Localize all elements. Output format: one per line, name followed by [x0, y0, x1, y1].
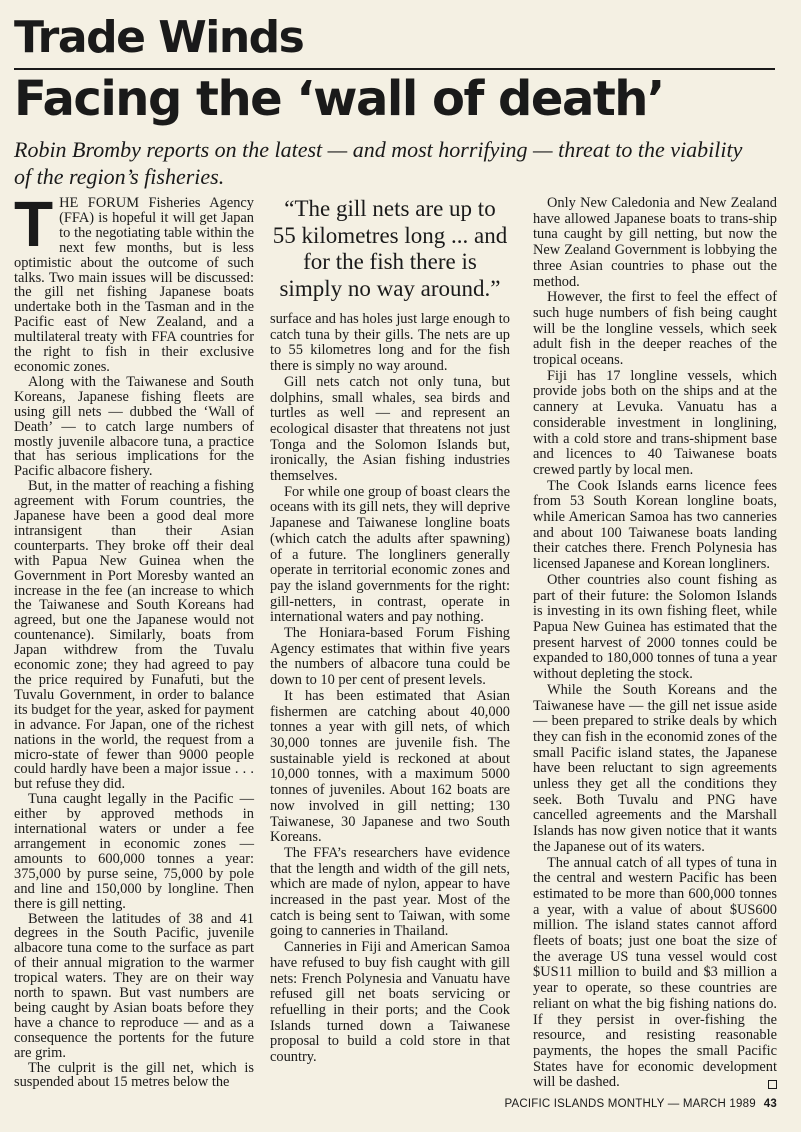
column-3 — [533, 196, 777, 1091]
end-mark-icon — [768, 1080, 777, 1089]
paragraph-text: HE FORUM Fisheries Agency (FFA) is hopeful it will get Japan to the negotiating table within the next few months, but is less optimistic about the outcome of such talks. Two main issues will be discussed: the gill net fishing Japanese boats undertake both in the Tasman and in the Pacific east of New Zealand, and a multilateral treaty with FFA countries for the right to fish in their exclusive economic zones. — [14, 195, 254, 375]
paragraph: Only New Caledonia and New Zealand have allowed Japanese boats to trans-ship tuna caught by gill netting, but now the New Zealand Government is lobbying the three Asian countries to phase out the method. — [533, 195, 777, 290]
pull-quote: “The gill nets are up to 55 kilometres long ... and for the fish there is simply no way around.” — [272, 196, 508, 301]
paragraph: The Cook Islands earns licence fees from 53 South Korean longline boats, while American Samoa has two canneries and about 100 Taiwanese boats landing their catches there. French Polynesia has licensed Japanese and Korean longliners. — [533, 477, 777, 573]
paragraph: But, in the matter of reaching a fishing agreement with Forum countries, the Japanese have been a good deal more intransigent than their Asian counterparts. They broke off their deal with Papua New Guinea when the Government in Port Moresby wanted an increase in the fee (an increase to which the Taiwanese and South Koreans had agreed, but one the Japanese would not countenance). Similarly, boats from Japan withdrew from the Tuvalu economic zone; they had agreed to pay the price required by Funafuti, but the Tuvalu Government, in order to balance its budget for the year, asked for payment in advance. For Japan, one of the richest nations in the world, the request from a micro-state of fewer than 9000 people could hardly have been a major issue . . . but refuse they did. — [14, 478, 254, 793]
paragraph: The culprit is the gill net, which is suspended about 15 metres below the — [14, 1059, 254, 1091]
publication-line: PACIFIC ISLANDS MONTHLY — MARCH 1989 — [504, 1098, 756, 1110]
title-rule — [14, 68, 775, 70]
paragraph: The FFA’s researchers have evidence that the length and width of the gill nets, which are made of nylon, appear to have increased in the past year. Most of the catch is being sent to Taiwan, with some going to canneries in Thailand. — [270, 844, 510, 940]
paragraph: The Honiara-based Forum Fishing Agency estimates that within five years the numbers of albacore tuna could be down to 10 per cent of present levels. — [270, 625, 510, 689]
paragraph — [533, 856, 777, 1092]
paragraph-text: The annual catch of all types of tuna in the central and western Pacific has been estimated to be more than 600,000 tonnes a year, with a value of about $US600 million. The island states cannot afford fleets of boats; just one boat the size of the average US tuna vessel would cost $US11 million to build and $3 million a year to operate, so these countries are reliant on what the big fishing nations do. If they persist in over-fishing the resource, and resisting reasonable payments, the hopes the small Pacific States have for economic development will be dashed. — [533, 854, 777, 1091]
page-number: 43 — [763, 1098, 777, 1110]
page-footer — [504, 1098, 777, 1110]
paragraph: Gill nets catch not only tuna, but dolphins, small whales, sea birds and turtles as well — and represent an ecological disaster that threatens not just Tonga and the Solomon Islands but, ironically, the Asian fishing industries themselves. — [270, 373, 510, 485]
paragraph: Tuna caught legally in the Pacific — either by approved methods in international waters or under a fee arrangement in economic zones — amounts to 600,000 tonnes a year: 375,000 by purse seine, 75,000 by pole and line and 150,000 by longline. Then there is gill netting. — [14, 791, 254, 912]
paragraph: For while one group of boast clears the oceans with its gill nets, they will deprive Japanese and Taiwanese longline boats (which catch the adults after spawning) of a future. The longliners generally operate in territorial economic zones and pay the island governments for the right: gill-netters, in contrast, operate in international waters and pay nothing. — [270, 483, 510, 626]
paragraph — [14, 188, 254, 375]
paragraph: Fiji has 17 longline vessels, which provide jobs both on the ships and at the cannery at Levuka. Vanuatu has a considerable investment in longlining, with a cold store and trans-shipment base and licences to 40 Taiwanese boats crewed partly by local men. — [533, 367, 777, 478]
section-title: Trade Winds — [14, 12, 304, 63]
drop-cap: T — [14, 188, 54, 260]
paragraph: While the South Koreans and the Taiwanese have — the gill net issue aside — been prepared to strike deals by which they can fish in the economid zones of the small Pacific island states, the Japanese have been reluctant to sign agreements unless they get all the conditions they seek. Both Tuvalu and PNG have cancelled agreements and the Marshall Islands has now given notice that it wants the Japanese out of its waters. — [533, 681, 777, 855]
headline: Facing the ‘wall of death’ — [14, 71, 664, 127]
column-1 — [14, 188, 254, 1091]
paragraph: Other countries also count fishing as part of their future: the Solomon Islands is investing in its own fishing fleet, while Papua New Guinea has estimated that the present harvest of 2000 tonnes could be expanded to 180,000 tonnes of tuna a year without depleting the stock. — [533, 571, 777, 683]
paragraph: Canneries in Fiji and American Samoa have refused to buy fish caught with gill nets: French Polynesia and Vanuatu have refused gill net boats servicing or refuelling in their ports; and the Cook Islands turned down a Taiwanese proposal to build a cold store in that country. — [270, 939, 510, 1066]
paragraph: However, the first to feel the effect of such huge numbers of fish being caught will be the longline vessels, which seek adult fish in the deeper reaches of the tropical oceans. — [533, 289, 777, 369]
paragraph: It has been estimated that Asian fishermen are catching about 40,000 tonnes a year with gill nets, of which 30,000 tonnes are juvenile fish. The sustainable yield is reckoned at about 10,000 tonnes, with a maximum 5000 tonnes of juveniles. About 162 boats are now involved in gill netting; 130 Taiwanese, 30 Japanese and two South Koreans. — [270, 687, 510, 846]
paragraph: Between the latitudes of 38 and 41 degrees in the South Pacific, juvenile albacore tuna come to the surface as part of their annual migration to the warmer tropical waters. They are on their way north to spawn. But vast numbers are being caught by Asian boats before they have a chance to reproduce — and as a consequence the portents for the future are grim. — [14, 910, 254, 1061]
paragraph: Along with the Taiwanese and South Koreans, Japanese fishing fleets are using gill nets — dubbed the ‘Wall of Death’ — to catch large numbers of mostly juvenile albacore tuna, a practice that has serious implications for the Pacific albacore fishery. — [14, 373, 254, 480]
deck: Robin Bromby reports on the latest — and most horrifying — threat to the viability of the region’s fisheries. — [14, 137, 743, 189]
column-2 — [270, 196, 510, 1066]
paragraph: surface and has holes just large enough to catch tuna by their gills. The nets are up to 55 kilometres long and for the fish there is simply no way around. — [270, 311, 510, 375]
